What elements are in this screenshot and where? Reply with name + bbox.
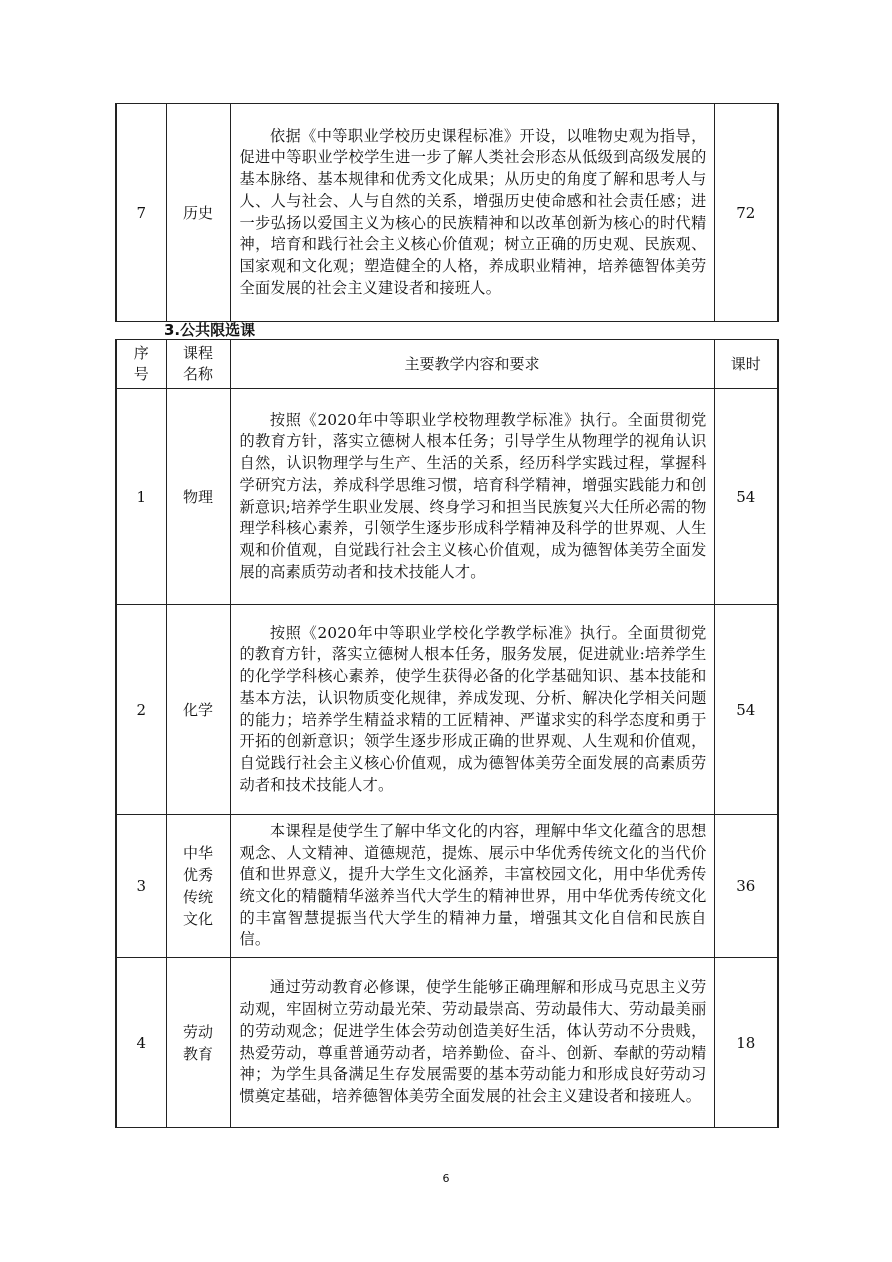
course-name: 物理 [166,389,230,605]
table-row [116,389,778,605]
course-name: 劳动教育 [166,958,230,1128]
course-number: 2 [116,605,166,815]
table-header-row [116,340,778,389]
course-number: 3 [116,815,166,958]
table-row [116,958,778,1128]
page-number: 6 [442,1172,450,1185]
course-table-continued [115,103,779,322]
course-name: 历史 [166,104,230,322]
course-content: 依据《中等职业学校历史课程标准》开设，以唯物史观为指导，促进中等职业学校学生进一步了解人类社会形态从低级到高级发展的基本脉络、基本规律和优秀文化成果；从历史的角度了解和思考人与人、人与社会、人与自然的关系，增强历史使命感和社会责任感；进一步弘扬以爱国主义为核心的民族精神和以改革创新为核心的时代精神，培育和践行社会主义核心价值观；树立正确的历史观、民族观、国家观和文化观；塑造健全的人格，养成职业精神，培养德智体美劳全面发展的社会主义建设者和接班人。 [230,104,714,322]
course-name: 中华优秀传统文化 [166,815,230,958]
course-hours: 18 [714,958,778,1128]
course-hours: 54 [714,605,778,815]
table-row [116,605,778,815]
course-content: 按照《2020年中等职业学校物理教学标准》执行。全面贯彻党的教育方针，落实立德树人根本任务；引导学生从物理学的视角认识自然，认识物理学与生产、生活的关系，经历科学实践过程，掌握科学研究方法，养成科学思维习惯，培育科学精神，增强实践能力和创新意识;培养学生职业发展、终身学习和担当民族复兴大任所必需的物理学科核心素养，引领学生逐步形成科学精神及科学的世界观、人生观和价值观，自觉践行社会主义核心价值观，成为德智体美劳全面发展的高素质劳动者和技术技能人才。 [230,389,714,605]
table-row [116,104,778,322]
header-content: 主要教学内容和要求 [230,340,714,389]
header-name: 课程名称 [166,340,230,389]
header-number: 序号 [116,340,166,389]
course-hours: 72 [714,104,778,322]
course-table [115,339,779,1128]
course-hours: 54 [714,389,778,605]
course-content: 通过劳动教育必修课，使学生能够正确理解和形成马克思主义劳动观，牢固树立劳动最光荣、劳动最崇高、劳动最伟大、劳动最美丽的劳动观念；促进学生体会劳动创造美好生活，体认劳动不分贵贱，热爱劳动，尊重普通劳动者，培养勤俭、奋斗、创新、奉献的劳动精神；为学生具备满足生存发展需要的基本劳动能力和形成良好劳动习惯奠定基础，培养德智体美劳全面发展的社会主义建设者和接班人。 [230,958,714,1128]
section-title: 3.公共限选课 [164,321,256,339]
table-row [116,815,778,958]
course-number: 7 [116,104,166,322]
course-content: 按照《2020年中等职业学校化学教学标准》执行。全面贯彻党的教育方针，落实立德树人根本任务，服务发展，促进就业:培养学生的化学学科核心素养，使学生获得必备的化学基础知识、基本技能和基本方法，认识物质变化规律，养成发现、分析、解决化学相关问题的能力；培养学生精益求精的工匠精神、严谨求实的科学态度和勇于开拓的创新意识；领学生逐步形成正确的世界观、人生观和价值观，自觉践行社会主义核心价值观，成为德智体美劳全面发展的高素质劳动者和技术技能人才。 [230,605,714,815]
course-hours: 36 [714,815,778,958]
course-content: 本课程是使学生了解中华文化的内容，理解中华文化蕴含的思想观念、人文精神、道德规范，提炼、展示中华优秀传统文化的当代价值和世界意义，提升大学生文化涵养，丰富校园文化，用中华优秀传统文化的精髓精华滋养当代大学生的精神世界，用中华优秀传统文化的丰富智慧提振当代大学生的精神力量，增强其文化自信和民族自信。 [230,815,714,958]
course-name: 化学 [166,605,230,815]
header-hours: 课时 [714,340,778,389]
course-number: 4 [116,958,166,1128]
course-number: 1 [116,389,166,605]
